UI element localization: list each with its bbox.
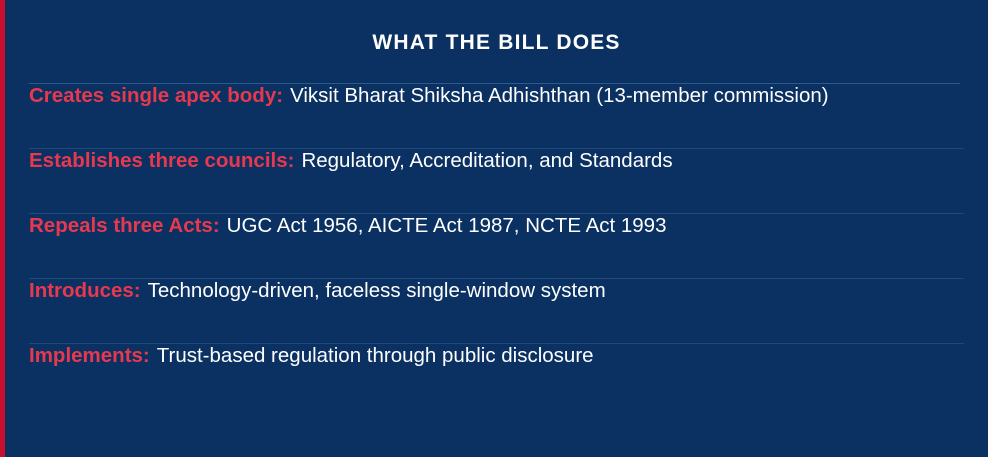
- list-item-label: Creates single apex body:: [29, 84, 284, 107]
- list-item-label: Implements:: [29, 344, 150, 367]
- list-item: [29, 279, 964, 344]
- list-item: [29, 214, 964, 279]
- fact-list: [5, 84, 988, 409]
- list-item-text: Technology-driven, faceless single-window system: [147, 279, 606, 302]
- page-title: WHAT THE BILL DOES: [372, 31, 621, 54]
- list-item: [29, 84, 964, 149]
- list-item-text: Viksit Bharat Shiksha Adhishthan (13-member commission): [290, 84, 829, 107]
- list-item-text: UGC Act 1956, AICTE Act 1987, NCTE Act 1993: [226, 214, 667, 237]
- list-item-label: Introduces:: [29, 279, 141, 302]
- list-item-text: Trust-based regulation through public disclosure: [156, 344, 594, 367]
- list-item: [29, 344, 964, 409]
- list-item-label: Repeals three Acts:: [29, 214, 220, 237]
- list-item-label: Establishes three councils:: [29, 149, 295, 172]
- list-item: [29, 149, 964, 214]
- list-item-text: Regulatory, Accreditation, and Standards: [301, 149, 673, 172]
